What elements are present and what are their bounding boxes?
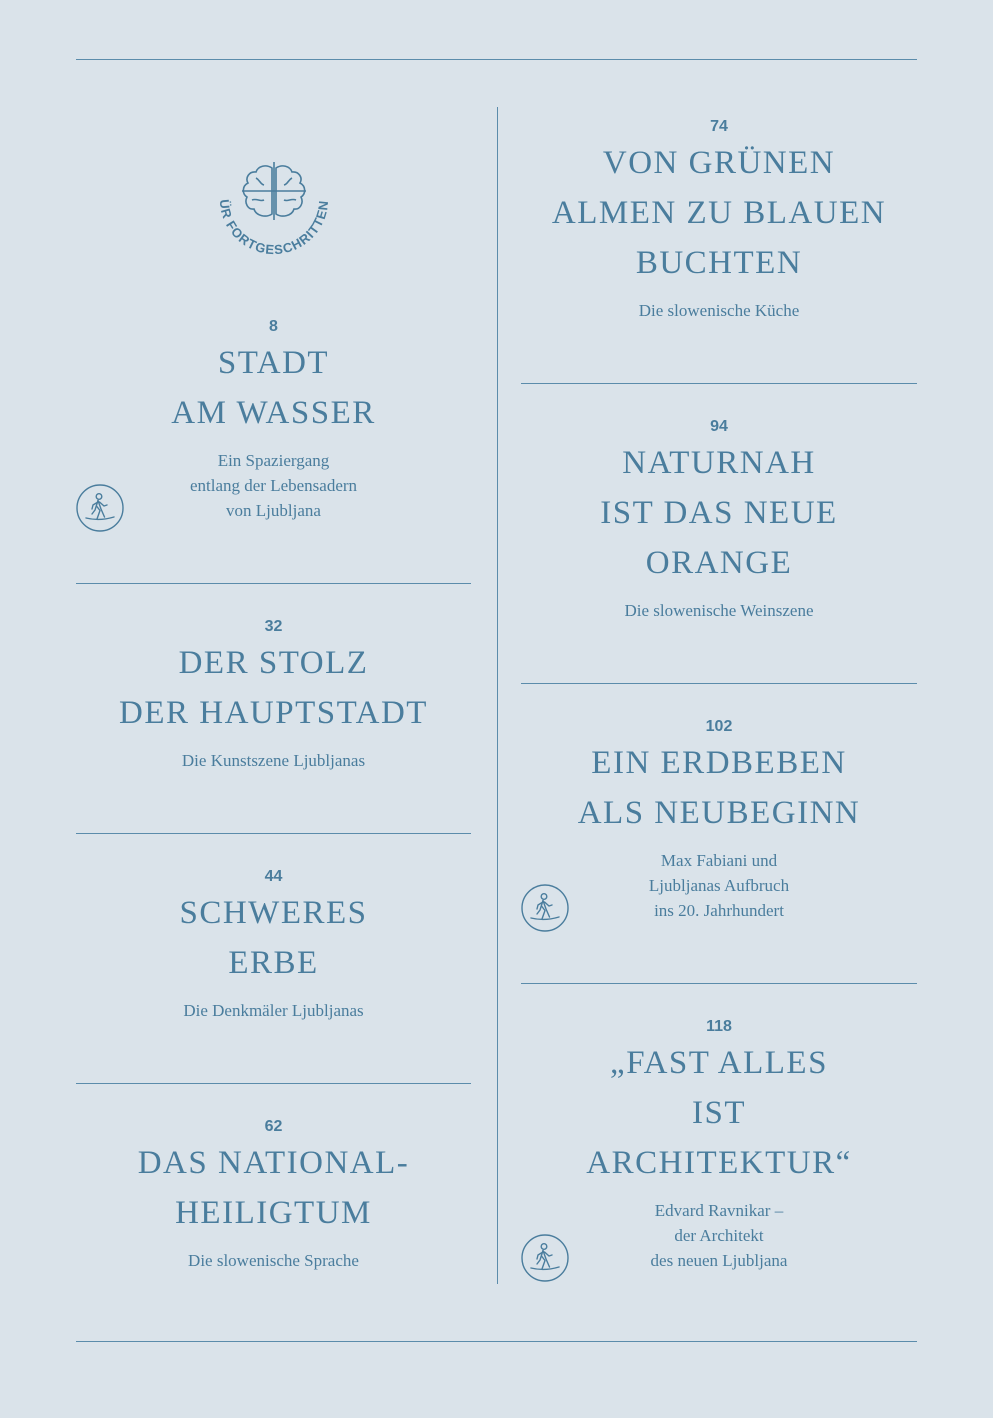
- toc-entry-left-3[interactable]: [76, 866, 471, 1023]
- divider: [521, 983, 917, 984]
- bottom-rule: [76, 1341, 917, 1342]
- chapter-subtitle: Die slowenische Sprache: [188, 1251, 359, 1270]
- chapter-subtitle: Die Denkmäler Ljubljanas: [183, 1001, 364, 1020]
- page-number: 74: [710, 118, 728, 135]
- page-number: 118: [706, 1018, 732, 1035]
- chapter-subtitle: Max Fabiani und Ljubljanas Aufbruch ins 20. Jahrhundert: [648, 851, 790, 920]
- chapter-title: VON GRÜNEN ALMEN ZU BLAUEN BUCHTEN: [551, 145, 887, 281]
- walking-person-icon: [76, 484, 124, 532]
- divider: [521, 683, 917, 684]
- brain-icon: [196, 148, 352, 258]
- toc-entry-left-1[interactable]: [76, 316, 471, 523]
- page-number: 44: [264, 868, 283, 885]
- page-number: 94: [710, 418, 728, 435]
- column-divider: [497, 107, 498, 1284]
- divider: [76, 833, 471, 834]
- toc-entry-right-1[interactable]: [521, 116, 917, 323]
- page-number: 32: [264, 618, 283, 635]
- divider: [76, 583, 471, 584]
- chapter-subtitle: Die Kunstszene Ljubljanas: [181, 751, 366, 770]
- chapter-title: SCHWERES ERBE: [179, 895, 368, 981]
- chapter-title: EIN ERDBEBEN ALS NEUBEGINN: [577, 745, 861, 831]
- chapter-subtitle: Die slowenische Küche: [638, 301, 800, 320]
- chapter-subtitle: Ein Spaziergang entlang der Lebensadern von Ljubljana: [189, 451, 358, 520]
- chapter-title: „FAST ALLES IST ARCHITEKTUR“: [586, 1045, 852, 1181]
- page-number: 8: [269, 318, 278, 335]
- chapter-title: NATURNAH IST DAS NEUE ORANGE: [600, 445, 838, 581]
- badge-logo: [196, 148, 352, 258]
- chapter-subtitle: Die slowenische Weinszene: [624, 601, 814, 620]
- page-number: 102: [705, 718, 733, 735]
- chapter-title: STADT AM WASSER: [171, 345, 376, 431]
- chapter-title: DER STOLZ DER HAUPTSTADT: [119, 645, 428, 731]
- toc-entry-right-3[interactable]: [521, 716, 917, 923]
- badge-text: ÜR FORTGESCHRITTEN: [216, 198, 332, 258]
- toc-entry-right-4[interactable]: [521, 1016, 917, 1273]
- chapter-title: DAS NATIONAL- HEILIGTUM: [137, 1145, 410, 1231]
- walking-person-icon: [521, 884, 569, 932]
- toc-entry-left-2[interactable]: [76, 616, 471, 773]
- divider: [76, 1083, 471, 1084]
- top-rule: [76, 59, 917, 60]
- page-number: 62: [264, 1118, 283, 1135]
- walking-person-icon: [521, 1234, 569, 1282]
- toc-entry-left-4[interactable]: [76, 1116, 471, 1273]
- chapter-subtitle: Edvard Ravnikar – der Architekt des neuen Ljubljana: [650, 1201, 788, 1270]
- divider: [521, 383, 917, 384]
- toc-entry-right-2[interactable]: [521, 416, 917, 623]
